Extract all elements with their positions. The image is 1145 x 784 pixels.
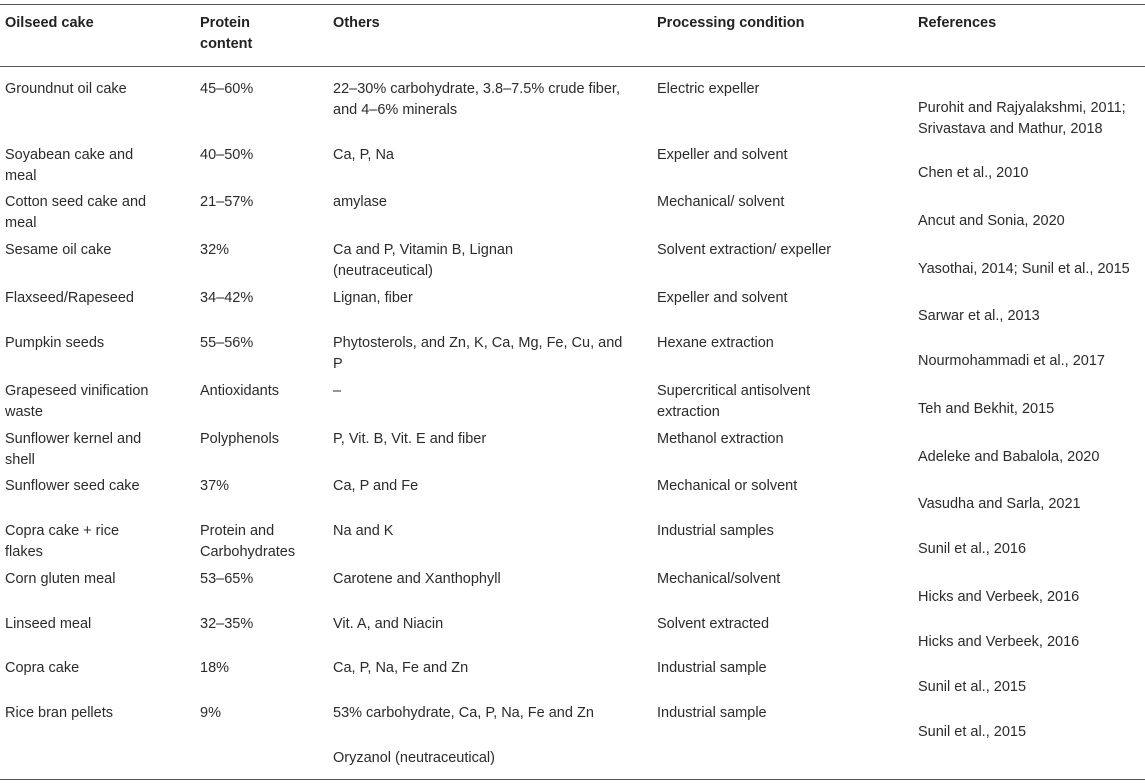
cell-others: Ca, P, Na <box>333 147 394 163</box>
cell-protein: 40–50% <box>200 147 254 163</box>
cell-others: amylase <box>333 194 387 210</box>
cell-processing: Mechanical/solvent <box>657 571 781 587</box>
cell-reference: Sarwar et al., 2013 <box>918 308 1040 324</box>
bottom-rule <box>0 779 1145 780</box>
cell-others: Phytosterols, and Zn, K, Ca, Mg, Fe, Cu, and P <box>333 335 623 372</box>
cell-processing: Mechanical or solvent <box>657 478 798 494</box>
top-rule <box>0 4 1145 5</box>
cell-reference: Nourmohammadi et al., 2017 <box>918 353 1105 369</box>
cell-others: Na and K <box>333 523 394 539</box>
cell-processing: Industrial samples <box>657 523 774 539</box>
cell-processing: Mechanical/ solvent <box>657 194 785 210</box>
cell-others: – <box>333 383 342 399</box>
cell-processing: Industrial sample <box>657 660 767 676</box>
cell-protein: 53–65% <box>200 571 254 587</box>
cell-oilseed-cake: Rice bran pellets <box>5 705 113 721</box>
cell-protein: Protein and Carbohydrates <box>200 523 296 560</box>
header-others: Others <box>333 15 380 31</box>
header-oilseed-cake: Oilseed cake <box>5 15 94 31</box>
cell-others: P, Vit. B, Vit. E and fiber <box>333 431 487 447</box>
cell-reference: Hicks and Verbeek, 2016 <box>918 634 1080 650</box>
cell-others: Ca and P, Vitamin B, Lignan (neutraceutical) <box>333 242 514 279</box>
cell-protein: 21–57% <box>200 194 254 210</box>
cell-oilseed-cake: Sunflower kernel and shell <box>5 431 142 468</box>
cell-protein: 32% <box>200 242 230 258</box>
cell-reference: Ancut and Sonia, 2020 <box>918 213 1065 229</box>
cell-protein: 45–60% <box>200 81 254 97</box>
cell-processing: Hexane extraction <box>657 335 774 351</box>
cell-oilseed-cake: Flaxseed/Rapeseed <box>5 290 134 306</box>
cell-others: Ca, P, Na, Fe and Zn <box>333 660 469 676</box>
cell-reference: Sunil et al., 2016 <box>918 541 1027 557</box>
cell-protein: 9% <box>200 705 221 721</box>
cell-others: 53% carbohydrate, Ca, P, Na, Fe and Zn <box>333 705 594 721</box>
cell-others: Oryzanol (neutraceutical) <box>333 750 495 766</box>
cell-oilseed-cake: Copra cake <box>5 660 80 676</box>
cell-oilseed-cake: Cotton seed cake and meal <box>5 194 147 231</box>
cell-processing: Solvent extraction/ expeller <box>657 242 832 258</box>
cell-oilseed-cake: Corn gluten meal <box>5 571 116 587</box>
cell-reference: Teh and Bekhit, 2015 <box>918 401 1055 417</box>
cell-reference: Hicks and Verbeek, 2016 <box>918 589 1080 605</box>
cell-reference: Sunil et al., 2015 <box>918 679 1027 695</box>
cell-processing: Industrial sample <box>657 705 767 721</box>
cell-processing: Expeller and solvent <box>657 290 788 306</box>
cell-reference: Vasudha and Sarla, 2021 <box>918 496 1081 512</box>
cell-processing: Methanol extraction <box>657 431 784 447</box>
cell-oilseed-cake: Sunflower seed cake <box>5 478 140 494</box>
cell-oilseed-cake: Sesame oil cake <box>5 242 112 258</box>
cell-oilseed-cake: Groundnut oil cake <box>5 81 127 97</box>
cell-processing: Supercritical antisolvent extraction <box>657 383 811 420</box>
cell-others: 22–30% carbohydrate, 3.8–7.5% crude fiber, and 4–6% minerals <box>333 81 620 118</box>
cell-reference: Adeleke and Babalola, 2020 <box>918 449 1100 465</box>
cell-reference: Purohit and Rajyalakshmi, 2011; Srivastava and Mathur, 2018 <box>918 100 1126 137</box>
cell-others: Vit. A, and Niacin <box>333 616 444 632</box>
cell-protein: 37% <box>200 478 230 494</box>
cell-protein: Antioxidants <box>200 383 279 399</box>
cell-processing: Expeller and solvent <box>657 147 788 163</box>
header-rule <box>0 66 1145 67</box>
header-processing-condition: Processing condition <box>657 15 805 31</box>
cell-oilseed-cake: Copra cake + rice flakes <box>5 523 120 560</box>
cell-oilseed-cake: Pumpkin seeds <box>5 335 105 351</box>
cell-oilseed-cake: Soyabean cake and meal <box>5 147 134 184</box>
header-references: References <box>918 15 997 31</box>
cell-others: Ca, P and Fe <box>333 478 419 494</box>
cell-protein: 32–35% <box>200 616 254 632</box>
cell-oilseed-cake: Grapeseed vinification waste <box>5 383 149 420</box>
header-protein-content: Protein content <box>200 15 253 52</box>
cell-reference: Yasothai, 2014; Sunil et al., 2015 <box>918 261 1130 277</box>
cell-processing: Electric expeller <box>657 81 760 97</box>
cell-oilseed-cake: Linseed meal <box>5 616 92 632</box>
cell-others: Carotene and Xanthophyll <box>333 571 501 587</box>
cell-protein: 55–56% <box>200 335 254 351</box>
cell-protein: 34–42% <box>200 290 254 306</box>
cell-reference: Sunil et al., 2015 <box>918 724 1027 740</box>
cell-reference: Chen et al., 2010 <box>918 165 1029 181</box>
cell-protein: Polyphenols <box>200 431 279 447</box>
cell-protein: 18% <box>200 660 230 676</box>
cell-processing: Solvent extracted <box>657 616 770 632</box>
cell-others: Lignan, fiber <box>333 290 413 306</box>
